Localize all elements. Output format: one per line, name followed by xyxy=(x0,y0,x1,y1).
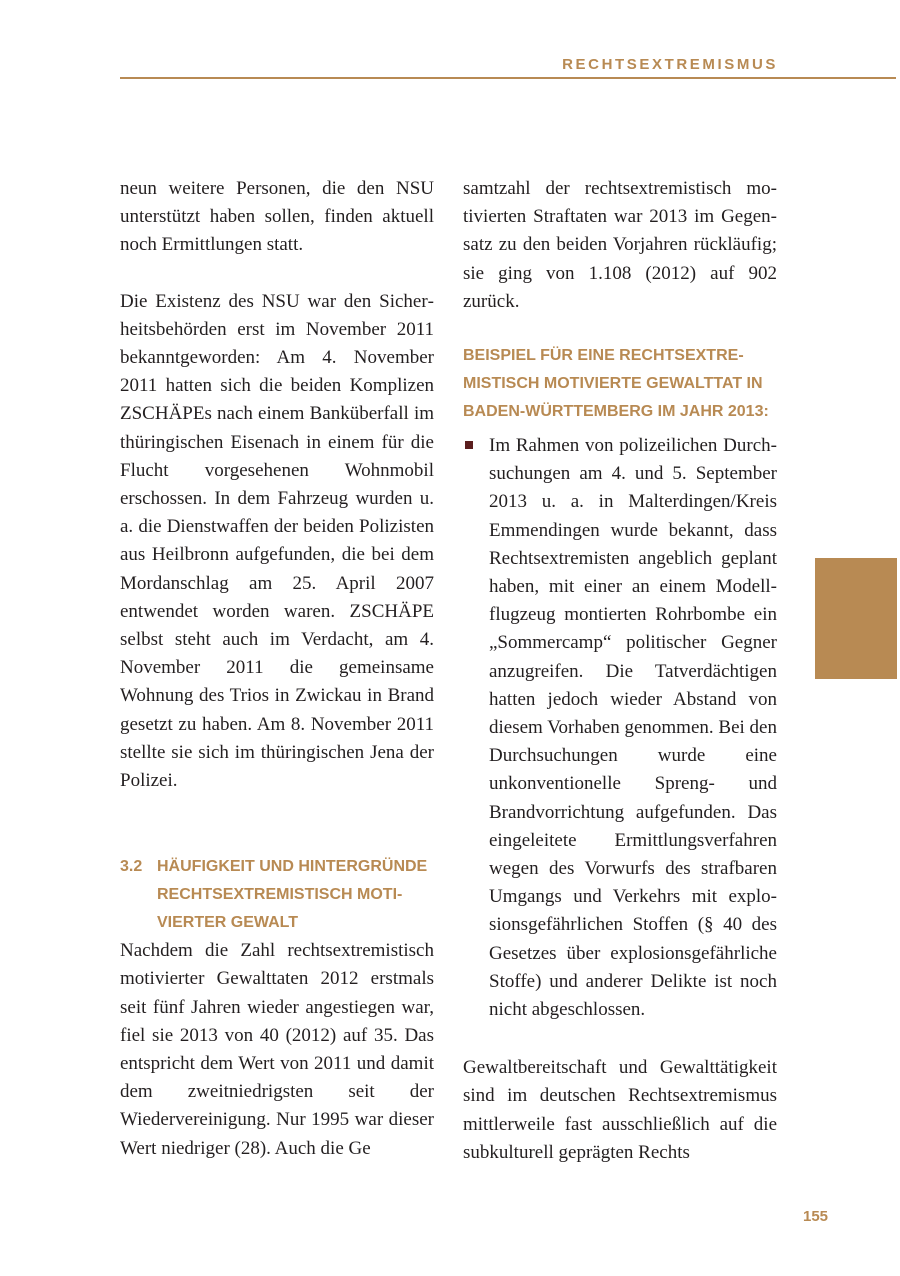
section-heading xyxy=(120,853,434,937)
left-paragraph-3: Nachdem die Zahl rechtsextremistisch motivierter Gewalttaten 2012 erstmals seit fünf Jahren wieder angestiegen war, fiel sie 2013 von 40 (2012) auf 35. Das entspricht dem Wert von 2011 und damit dem zweitniedrigsten seit der Wiedervereinigung. Nur 1995 war dieser Wert niedriger (28). Auch die Ge xyxy=(120,940,434,1159)
running-head-title: RECHTSEXTREMISMUS xyxy=(562,56,778,73)
section-number: 3.2 xyxy=(120,858,143,876)
chapter-thumb-tab xyxy=(815,558,897,679)
header-rule xyxy=(120,77,896,79)
bullet-text: Im Rahmen von polizeilichen Durchsuchungen am 4. und 5. September 2013 u. a. in Malterdingen/Kreis Emmendingen wurde bekannt, dass Rechtsextremisten angeblich geplant haben, mit einer an einem Modellflugzeug montierten Rohrbombe ein „Sommercamp“ politischer Gegner anzugreifen. Die Tatverdächtigen hatten jedoch wieder Abstand von diesem Vorhaben genommen. Bei den Durchsuchungen wurde eine unkonventionelle Spreng- und Brandvorrichtung aufgefunden. Das eingeleitete Ermittlungsverfahren wegen des Vorwurfs des strafbaren Umgangs und Verkehrs mit explosionsgefährlichen Stoffen (§ 40 des Gesetzes über explosionsgefährliche Stoffe) und anderer Delikte ist noch nicht abgeschlossen. xyxy=(489,435,777,1021)
right-paragraph-2: Gewaltbereitschaft und Gewalttätigkeit sind im deutschen Rechtsextremismus mittlerweile fast ausschließlich auf die subkulturell geprägten Rechts xyxy=(463,1057,777,1163)
right-column xyxy=(463,175,777,1167)
square-bullet-icon xyxy=(463,432,489,1024)
right-paragraph-1: samtzahl der rechtsextremistisch motivierten Straftaten war 2013 im Gegensatz zu den beiden Vorjahren rückläufig; sie ging von 1.108 (2012) auf 902 zurück. xyxy=(463,178,777,312)
example-heading: BEISPIEL FÜR EINE RECHTSEXTREMISTISCH MOTIVIERTE GEWALTTAT IN BADEN-WÜRTTEMBERG IM JAHR 2013: xyxy=(463,347,769,421)
section-title: HÄUFIGKEIT UND HINTERGRÜNDE RECHTSEXTREMISTISCH MOTIVIERTER GEWALT xyxy=(157,858,428,932)
left-paragraph-2: Die Existenz des NSU war den Sicherheitsbehörden erst im November 2011 bekanntgeworden: Am 4. November 2011 hatten sich die beiden Komplizen ZSCHÄPEs nach einem Banküberfall im thüringischen Eisenach in einem für die Flucht vorgesehenen Wohnmobil erschossen. In dem Fahrzeug wurden u. a. die Dienstwaffen der beiden Polizisten aus Heilbronn aufgefunden, die bei dem Mordanschlag am 25. April 2007 entwendet worden waren. ZSCHÄPE selbst steht auch im Verdacht, am 4. November 2011 die gemeinsame Wohnung des Trios in Zwickau in Brand gesetzt zu haben. Am 8. November 2011 stellte sie sich im thüringischen Jena der Polizei. xyxy=(120,290,434,792)
left-paragraph-1: neun weitere Personen, die den NSU unterstützt haben sollen, finden aktuell noch Ermittlungen statt. xyxy=(120,178,434,256)
left-column xyxy=(120,175,434,1163)
bullet-list-item xyxy=(463,432,777,1024)
page-number: 155 xyxy=(803,1208,829,1225)
